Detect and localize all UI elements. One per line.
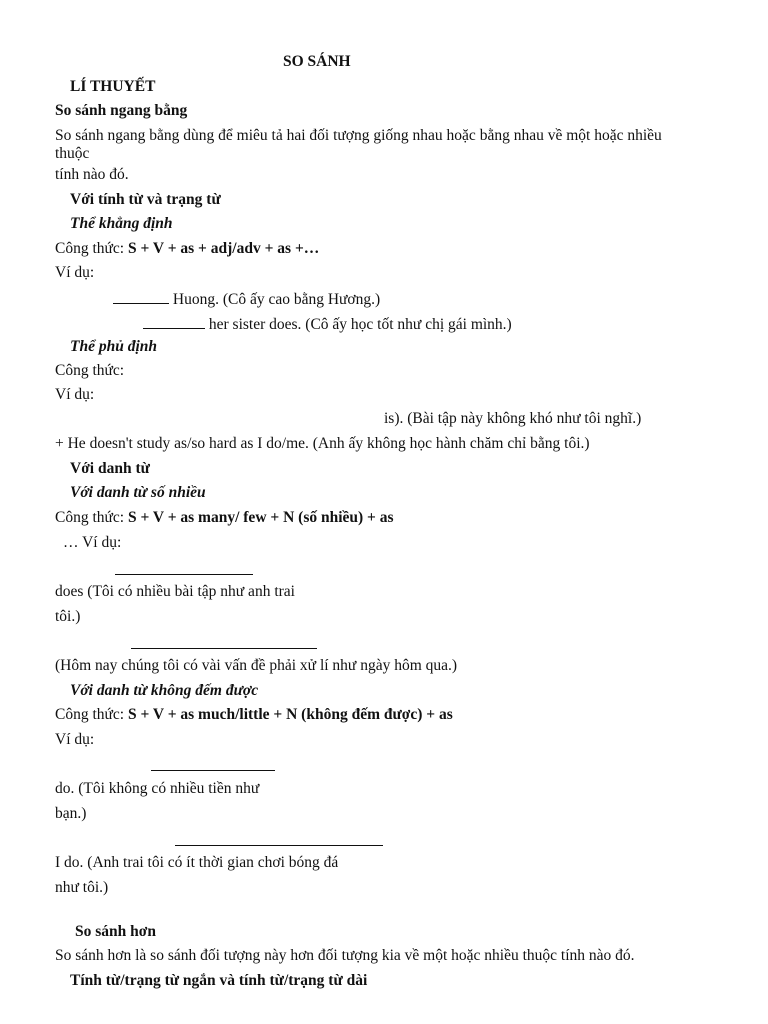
- plural-example2: (Hôm nay chúng tôi có vài vấn đề phải xử lí như ngày hôm qua.): [55, 657, 458, 674]
- formula-label: Công thức:: [55, 240, 128, 257]
- aff-example1: [113, 289, 380, 309]
- answer-blank[interactable]: [113, 289, 169, 304]
- aff-example2-text: her sister does. (Cô ấy học tốt như chị gái mình.): [208, 316, 512, 333]
- adj-adv-heading: Với tính từ và trạng từ: [70, 191, 221, 208]
- answer-blank-line[interactable]: [151, 770, 275, 771]
- comparative-intro: So sánh hơn là so sánh đối tượng này hơn đối tượng kia về một hoặc nhiều thuộc tính nào đó.: [55, 947, 635, 964]
- plural-example-label: … Ví dụ:: [63, 534, 122, 551]
- answer-blank-line[interactable]: [175, 845, 383, 846]
- plural-formula: S + V + as many/ few + N (số nhiều) + as: [127, 509, 394, 526]
- affirmative-heading: Thể khẳng định: [70, 215, 173, 232]
- formula-label: Công thức:: [55, 509, 128, 526]
- formula-label: Công thức:: [55, 706, 128, 723]
- uncountable-formula: S + V + as much/little + N (không đếm được) + as: [127, 706, 453, 723]
- noun-heading: Với danh từ: [70, 460, 150, 477]
- unc-example1-line2: bạn.): [55, 805, 87, 822]
- aff-example1-text: Huong. (Cô ấy cao bằng Hương.): [172, 291, 381, 308]
- answer-blank-line[interactable]: [131, 648, 317, 649]
- negative-formula-label: Công thức:: [55, 362, 125, 379]
- example-label: Ví dụ:: [55, 264, 95, 281]
- affirmative-formula-line: [55, 240, 319, 258]
- answer-blank-line[interactable]: [115, 574, 253, 575]
- negative-example-label: Ví dụ:: [55, 386, 95, 403]
- comparative-heading: So sánh hơn: [75, 923, 156, 940]
- document-title: SO SÁNH: [283, 53, 351, 70]
- equal-intro-line2: thuộc: [55, 145, 90, 162]
- affirmative-formula: S + V + as + adj/adv + as +…: [127, 240, 320, 257]
- negative-heading: Thể phủ định: [70, 338, 158, 355]
- equal-intro-line3: tính nào đó.: [55, 166, 129, 183]
- aff-example2: [143, 314, 512, 334]
- uncountable-formula-line: [55, 706, 453, 724]
- neg-example2: + He doesn't study as/so hard as I do/me. (Anh ấy không học hành chăm chỉ bằng tôi.): [55, 435, 590, 452]
- unc-example2-line2: như tôi.): [55, 879, 109, 896]
- unc-example1-line1: do. (Tôi không có nhiều tiền như: [55, 780, 260, 797]
- equal-intro-line1: So sánh ngang bằng dùng để miêu tả hai đối tượng giống nhau hoặc bằng nhau về một hoặc nhiều: [55, 127, 662, 144]
- plural-noun-heading: Với danh từ số nhiều: [70, 484, 206, 501]
- plural-example1-line2: tôi.): [55, 608, 81, 625]
- uncountable-example-label: Ví dụ:: [55, 731, 95, 748]
- neg-example1: is). (Bài tập này không khó như tôi nghĩ.): [384, 410, 642, 427]
- uncountable-noun-heading: Với danh từ không đếm được: [70, 682, 259, 699]
- answer-blank[interactable]: [143, 314, 205, 329]
- unc-example2-line1: I do. (Anh trai tôi có ít thời gian chơi bóng đá: [55, 854, 339, 871]
- plural-example1-line1: does (Tôi có nhiều bài tập như anh trai: [55, 583, 295, 600]
- section-theory-heading: LÍ THUYẾT: [70, 78, 156, 95]
- equal-comparison-heading: So sánh ngang bằng: [55, 102, 188, 119]
- comparative-subheading: Tính từ/trạng từ ngắn và tính từ/trạng từ dài: [70, 972, 368, 989]
- plural-formula-line: [55, 509, 394, 527]
